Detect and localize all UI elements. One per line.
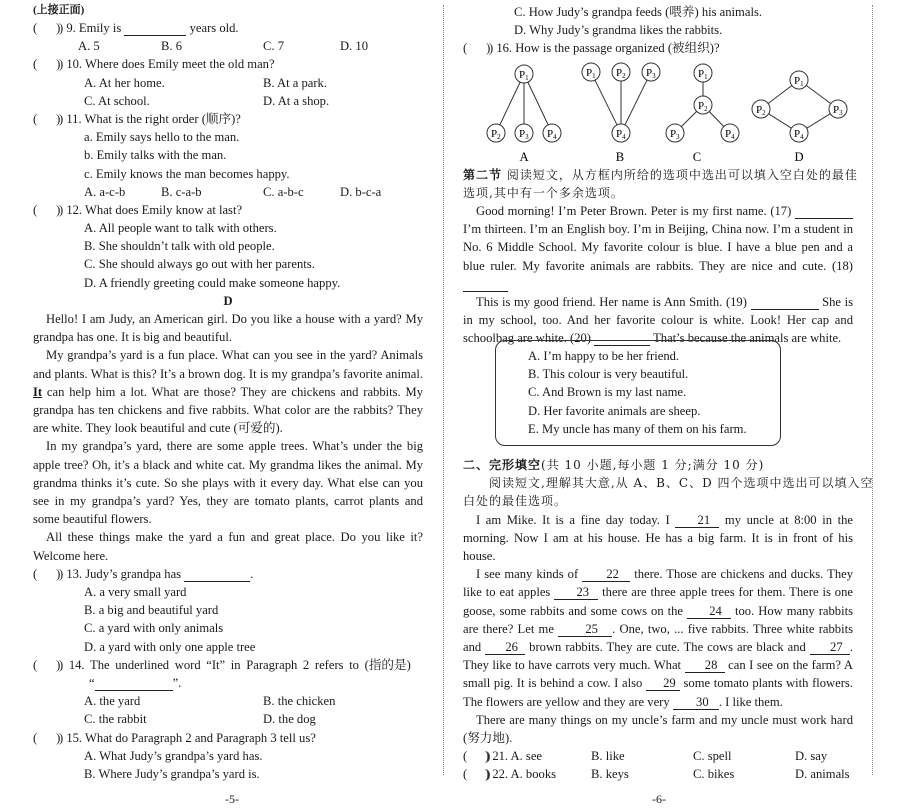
answer-bracket[interactable]: ( ) — [33, 57, 61, 72]
diagram-node — [790, 71, 808, 89]
diagram-edge — [807, 114, 831, 129]
svg-text:P2: P2 — [616, 67, 626, 80]
question-12: ( )) 12. What does Emily know at last? — [33, 201, 423, 219]
option: B. At a park. — [263, 75, 328, 90]
answer-bracket[interactable]: ( ) — [33, 111, 61, 126]
diagram-edge — [500, 82, 520, 125]
box-option: E. My uncle has many of them on his farm. — [528, 421, 747, 436]
passage-paragraph: My grandpa’s yard is a fun place. What can you see in the yard? Animals and plants. What is this? It’s a brown dog. It is my grandpa’s favorite animal. It can help him a lot. What are those? They are chickens and rabbits. My grandpa has ten chickens and five rabbits. What color are the rabbits? They are white. They look beautiful and cute (可爱的). — [33, 348, 423, 436]
diagram-node — [829, 100, 847, 118]
option: A. 5 — [78, 39, 100, 54]
cloze-blank: 22 — [582, 567, 630, 582]
cloze-blank: 29 — [646, 676, 680, 691]
part-2-heading: 二、完形填空(共 10 小题,每小题 1 分;满分 10 分) — [463, 458, 765, 472]
passage-paragraph: This is my good friend. Her name is Ann Smith. (19) She is in my school, too. And her favorite colour is white. Look! Her cap and schoolbag are white. (20) That’s because the animals are white. — [463, 294, 853, 346]
diagram-label: D — [794, 150, 804, 164]
option: C. a yard with only animals — [84, 621, 224, 636]
cloze-blank: 27 — [810, 640, 850, 655]
option: D. 10 — [340, 39, 368, 54]
answer-bracket[interactable]: ( ) — [33, 21, 61, 35]
passage-paragraph: All these things make the yard a fun and great place. Do you like it? Welcome here. — [33, 530, 423, 563]
svg-text:P4: P4 — [616, 128, 626, 141]
svg-text:P4: P4 — [794, 128, 804, 141]
option: D. say — [795, 749, 828, 764]
cloze-blank: 23 — [554, 585, 598, 600]
section-heading-d: D — [223, 293, 233, 308]
diagram-node — [487, 124, 505, 142]
option: D. Why Judy’s grandma likes the rabbits. — [514, 23, 723, 38]
underlined-word: It — [33, 384, 43, 399]
answer-bracket[interactable]: ( ) — [463, 767, 491, 782]
option: D. animals — [795, 767, 850, 782]
diagram-node — [790, 124, 808, 142]
option: D. the dog — [263, 712, 316, 727]
question-10: ( )) 10. Where does Emily meet the old man? — [33, 55, 423, 73]
diagram-edge — [769, 114, 792, 128]
option: A. the yard — [84, 694, 141, 709]
option: A. What Judy’s grandpa’s yard has. — [84, 748, 263, 763]
answer-bracket[interactable]: ( ) — [463, 749, 491, 764]
cloze-blank: 24 — [687, 604, 731, 619]
order-item: c. Emily knows the man becomes happy. — [84, 166, 290, 181]
diagram-node — [642, 63, 660, 81]
diagram-node — [612, 124, 630, 142]
option: D. At a shop. — [263, 93, 330, 108]
option: C. How Judy’s grandpa feeds (喂养) his animals. — [514, 5, 762, 19]
option: B. keys — [591, 767, 629, 782]
passage-paragraph: Good morning! I’m Peter Brown. Peter is my first name. (17) I’m thirteen. I’m an English boy. I’m in Beijing, China now. I’m a student in No. 6 Middle School. My favorite colour is blue. I have a blue pen and a blue ruler. My favorite animals are rabbits. They are nice and cute. (18) — [463, 202, 853, 293]
box-option: B. This colour is very beautiful. — [528, 367, 689, 382]
option: C. a-b-c — [263, 184, 304, 199]
option: A. At her home. — [84, 75, 165, 90]
option: C. 7 — [263, 39, 284, 54]
diagram-edge — [681, 111, 696, 126]
diagram-node — [515, 65, 533, 83]
svg-text:P1: P1 — [586, 67, 596, 80]
diagram-node — [752, 100, 770, 118]
box-option: A. I’m happy to be her friend. — [528, 349, 680, 363]
option: C. At school. — [84, 93, 150, 108]
option: C. the rabbit — [84, 712, 147, 727]
option: D. a yard with only one apple tree — [84, 639, 256, 654]
question-11: ( )) 11. What is the right order (顺序)? — [33, 110, 423, 128]
svg-text:P3: P3 — [646, 67, 656, 80]
svg-text:P2: P2 — [491, 128, 501, 141]
cloze-blank: 28 — [685, 658, 725, 673]
page-number: -5- — [225, 792, 239, 806]
svg-text:P3: P3 — [670, 128, 680, 141]
cloze-paragraph: I am Mike. It is a fine day today. I 21 my uncle at 8:00 in the morning. Now I am at his house. He has a big farm. It is in front of his house. — [463, 512, 853, 563]
question-21: ( )) 21. A. see B. like C. spell D. say — [463, 747, 853, 765]
answer-bracket[interactable]: ( ) — [33, 202, 61, 217]
svg-text:P3: P3 — [833, 104, 843, 117]
diagram-node — [694, 64, 712, 82]
diagram-label: C — [692, 150, 702, 164]
option: A. a very small yard — [84, 585, 187, 600]
option: B. She shouldn’t talk with old people. — [84, 239, 275, 254]
diagram-edge — [528, 82, 548, 125]
option: B. Where Judy’s grandpa’s yard is. — [84, 766, 260, 781]
page-6: C. How Judy’s grandpa feeds (喂养) his animals. D. Why Judy’s grandma likes the rabbits. ( )) 16. How is the passage organized (被组织)? 第二节 阅读短文，从方框内所给的选项中选出可以填入空白处的最佳 选项,其中有一个多余选项。 Good morning! I’m Peter Brown. Peter is my first name. (17) I’m thirteen. I’m an English boy. I’m in Beijing, China now. I’m a student in No. 6 Middle School. My favorite colour is blue. I have a blue pen and a blue ruler. My favorite animals are rabbits. They are nice and cute. (18) This is my good friend. Her name is Ann Smith. (19) She is in my school, too. And her favorite colour is white. Look! Her cap and schoolbag are white. (20) That’s because the animals are white. A. I’m happy to be her friend. B. This colour is very beautiful. C. And Brown is my last name. D. Her favorite animals are sheep. E. My uncle has many of them on his farm. 二、完形填空(共 10 小题,每小题 1 分;满分 10 分) 阅读短文,理解其大意,从 A、B、C、D 四个选项中选出可以填入空 白处的最佳选项。 I am Mike. It is a fine day today. I 21 my uncle at 8:00 in the morning. Now I am at his house. He has a big farm. It is in front of his house. I see many kinds of 22 there. Those are chickens and ducks. They like to eat apples 23 there are three apple trees for them. There is one goose, some rabbits and some cows on the 24 too. How many rabbits are there? Let me 25 . One, two, ... five rabbits. Three white rabbits and 26 brown rabbits. They are cute. The cows are black and 27 . They like to have carrots very much. What 28 can I see on the farm? A small pig. It is behind a cow. I also 29 some tomato plants with flowers. The flowers are yellow and they are very 30 . I like them. There are many things on my uncle’s farm and my uncle must work hard (努力地). ( )) 21. A. see B. like C. spell D. say ( )) 22. A. books B. keys C. bikes D. animals — [463, 3, 853, 348]
cloze-blank: 25 — [558, 622, 612, 637]
cloze-blank: 26 — [485, 640, 525, 655]
page-5: (上接正面) ( )) 9. Emily is years old. A. 5 B. 6 C. 7 D. 10 ( )) 10. Where does Emily meet the old man? A. At her home. B. At a park. C. At school. D. At a shop. ( )) 11. What is the right order (顺序)? a. Emily says hello to the man. b. Emily talks with the man. c. Emily knows the man becomes happy. A. a-c-b B. c-a-b C. a-b-c D. b-c-a ( )) 12. What does Emily know at last? A. All people want to talk with others. B. She shouldn’t talk with old people. C. She should always go out with her parents. D. A friendly greeting could make someone happy. D Hello! I am Judy, an American girl. Do you like a house with a yard? My grandpa has one. It is big and beautiful. My grandpa’s yard is a fun place. What can you see in the yard? Animals and plants. What is this? It’s a brown dog. It is my grandpa’s favorite animal. It can help him a lot. What are those? They are chickens and rabbits. My grandpa has ten chickens and five rabbits. What color are the rabbits? They are white. They look beautiful and cute (可爱的). In my grandpa’s yard, there are some apple trees. What’s under the big apple tree? Oh, it’s a black and white cat. My grandma likes the animal. My grandma thinks it’s cute. So she plays with it every day. What else can you see in my grandpa’s yard? Yes, they are tomato plants, carrot plants and some beautiful flowers. All these things make the yard a fun and great place. Do you like it? Welcome here. ( )) 13. Judy’s grandpa has . A. a very small yard B. a big and beautiful yard C. a yard with only animals D. a yard with only one apple tree ( )) 14. The underlined word “It” in Paragraph 2 refers to (指的是) “ ”. A. the yard B. the chicken C. the rabbit D. the dog ( )) 15. What do Paragraph 2 and Paragraph 3 tell us? A. What Judy’s grandpa’s yard has. B. Where Judy’s grandpa’s yard is. — [33, 2, 423, 783]
option: B. the chicken — [263, 694, 336, 709]
diagram-edge — [768, 85, 792, 103]
svg-text:P4: P4 — [725, 128, 735, 141]
diagram-edge — [595, 80, 617, 125]
question-15: ( )) 15. What do Paragraph 2 and Paragraph 3 tell us? — [33, 729, 423, 747]
continued-note: (上接正面) — [33, 4, 85, 16]
box-option: C. And Brown is my last name. — [528, 385, 687, 400]
svg-text:P3: P3 — [519, 128, 529, 141]
svg-text:P4: P4 — [547, 128, 557, 141]
option: B. a big and beautiful yard — [84, 603, 219, 618]
option: C. spell — [693, 749, 732, 764]
option: B. c-a-b — [161, 184, 202, 199]
svg-text:P1: P1 — [519, 69, 529, 82]
cloze-paragraph: There are many things on my uncle’s farm and my uncle must work hard (努力地). — [463, 712, 853, 745]
option: D. b-c-a — [340, 184, 382, 199]
option: B. 6 — [161, 39, 182, 54]
option: A. All people want to talk with others. — [84, 221, 277, 236]
diagram-node — [666, 124, 684, 142]
passage-paragraph: In my grandpa’s yard, there are some apple trees. What’s under the big apple tree? Oh, it’s a black and white cat. My grandma likes the animal. My grandma thinks it’s cute. So she plays with it every day. What else can you see in my grandpa’s yard? Yes, they are tomato plants, carrot plants and some beautiful flowers. — [33, 439, 423, 527]
diagram-label: B — [615, 150, 625, 164]
diagram-edge — [709, 111, 724, 126]
cloze-blank: 21 — [675, 513, 719, 528]
option: C. She should always go out with her parents. — [84, 257, 315, 272]
diagram-node — [582, 63, 600, 81]
cloze-paragraph: I see many kinds of 22 there. Those are chickens and ducks. They like to eat apples 23 there are three apple trees for them. There is one goose, some rabbits and some cows on the 24 too. How many rabbits are there? Let me 25 . One, two, ... five rabbits. Three white rabbits and 26 brown rabbits. They are cute. The cows are black and 27 . They like to have carrots very much. What 28 can I see on the farm? A small pig. It is behind a cow. I also 29 some tomato plants with flowers. The flowers are yellow and they are very 30 . I like them. — [463, 567, 854, 709]
passage-paragraph: Hello! I am Judy, an American girl. Do you like a house with a yard? My grandpa has one. It is big and beautiful. — [33, 312, 423, 345]
cloze-blank: 30 — [673, 695, 719, 710]
diagram-node — [515, 124, 533, 142]
svg-text:P1: P1 — [794, 75, 804, 88]
question-9: ( )) 9. Emily is years old. — [33, 19, 423, 37]
answer-bracket[interactable]: ( ) — [33, 730, 61, 745]
option: C. bikes — [693, 767, 735, 782]
diagram-edge — [806, 85, 831, 103]
answer-bracket[interactable]: ( ) — [33, 566, 61, 581]
answer-bracket[interactable]: ( ) — [463, 41, 491, 56]
diagram-edge — [625, 80, 647, 125]
diagram-node — [612, 63, 630, 81]
diagram-node — [694, 96, 712, 114]
option: A. a-c-b — [84, 184, 126, 199]
section-2-instructions: 第二节 阅读短文，从方框内所给的选项中选出可以填入空白处的最佳 — [463, 167, 858, 182]
svg-text:P1: P1 — [698, 68, 708, 81]
question-13: ( )) 13. Judy’s grandpa has . — [33, 565, 423, 583]
diagram-label: A — [519, 150, 529, 164]
box-option: D. Her favorite animals are sheep. — [528, 403, 701, 418]
order-item: b. Emily talks with the man. — [84, 148, 227, 163]
question-22: ( )) 22. A. books B. keys C. bikes D. animals — [463, 765, 853, 783]
diagram-node — [543, 124, 561, 142]
option: B. like — [591, 749, 625, 764]
svg-text:P2: P2 — [698, 100, 708, 113]
question-14: ( )) 14. The underlined word “It” in Paragraph 2 refers to (指的是) — [33, 656, 423, 674]
page-number: -6- — [652, 792, 666, 806]
order-item: a. Emily says hello to the man. — [84, 130, 240, 145]
svg-text:P2: P2 — [756, 104, 766, 117]
answer-bracket[interactable]: ( ) — [33, 657, 61, 672]
diagram-node — [721, 124, 739, 142]
question-16: ( )) 16. How is the passage organized (被组织)? — [463, 39, 853, 57]
option: D. A friendly greeting could make someone happy. — [84, 275, 341, 290]
